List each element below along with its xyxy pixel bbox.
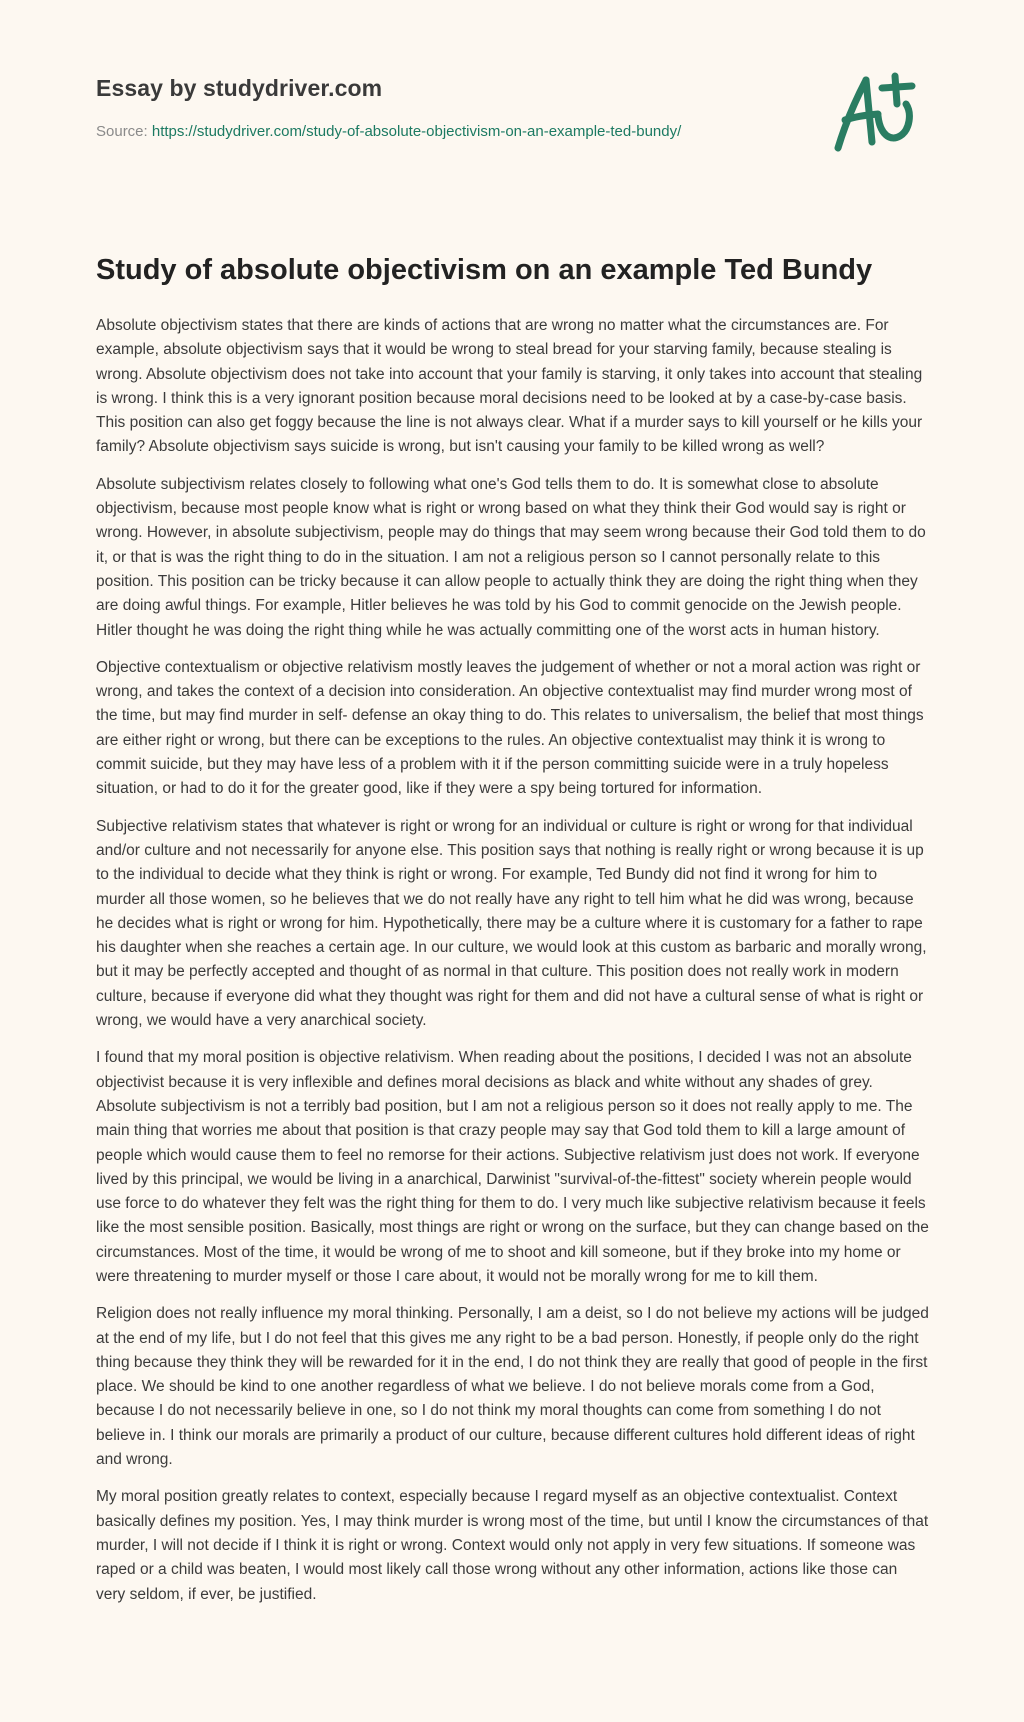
source-line	[96, 123, 681, 140]
essay-paragraph: Absolute subjectivism relates closely to following what one's God tells them to do. It is somewhat close to absolute objectivism, because most people know what is right or wrong based on what they think their God would say is right or wrong. However, in absolute subjectivism, people may do things that may seem wrong because their God told them to do it, or that is was the right thing to do in the situation. I am not a religious person so I cannot personally relate to this position. This position can be tricky because it can allow people to actually think they are doing the right thing when they are doing awful things. For example, Hitler believes he was told by his God to commit genocide on the Jewish people. Hitler thought he was doing the right thing while he was actually committing one of the worst acts in human history.	[96, 475, 926, 639]
source-label: Source:	[96, 123, 148, 140]
site-title: Essay by studydriver.com	[96, 75, 383, 101]
essay-paragraph: Subjective relativism states that whatever is right or wrong for an individual or culture is right or wrong for that individual and/or culture and not necessarily for anyone else. This position says that nothing is really right or wrong because it is up to the individual to decide what they think is right or wrong. For example, Ted Bundy did not find it wrong for him to murder all those women, so he believes that we do not really have any right to tell him what he did was wrong, because he decides what is right or wrong for him. Hypothetically, there may be a culture where it is customary for a father to rape his daughter when she reaches a certain age. In our culture, we would look at this custom as barbaric and morally wrong, but it may be perfectly accepted and thought of as normal in that culture. This position does not really work in modern culture, because if everyone did what they thought was right for them and did not have a cultural sense of what is right or wrong, we would have a very anarchical society.	[96, 817, 927, 1030]
essay-paragraph: Religion does not really influence my moral thinking. Personally, I am a deist, so I do not believe my actions will be judged at the end of my life, but I do not feel that this gives me any right to be a bad person. Honestly, if people only do the right thing because they think they will be rewarded for it in the end, I do not think they are really that good of people in the first place. We should be kind to one another regardless of what we believe. I do not believe morals come from a God, because I do not necessarily believe in one, so I do not think my moral thoughts can come from something I do not believe in. I think our morals are primarily a product of our culture, because different cultures hold different ideas of right and wrong.	[96, 1305, 929, 1469]
essay-paragraph: Objective contextualism or objective relativism mostly leaves the judgement of whether or not a moral action was right or wrong, and takes the context of a decision into consideration. An objective contextualist may find murder wrong most of the time, but may find murder in self- defense an okay thing to do. This relates to universalism, the belief that most things are either right or wrong, but there can be exceptions to the rules. An objective contextualist may think it is wrong to commit suicide, but they may have less of a problem with it if the person committing suicide were in a truly hopeless situation, or had to do it for the greater good, like if they were a spy being tortured for information.	[96, 658, 924, 798]
essay-title: Study of absolute objectivism on an example Ted Bundy	[96, 254, 873, 286]
essay-paragraph: Absolute objectivism states that there are kinds of actions that are wrong no matter what the circumstances are. For example, absolute objectivism says that it would be wrong to steal bread for your starving family, because stealing is wrong. Absolute objectivism does not take into account that your family is starving, it only takes into account that stealing is wrong. I think this is a very ignorant position because moral decisions need to be looked at by a case-by-case basis. This position can also get foggy because the line is not always clear. What if a murder says to kill yourself or he kills your family? Absolute objectivism says suicide is wrong, but isn't causing your family to be killed wrong as well?	[96, 317, 923, 456]
essay-paragraph: My moral position greatly relates to context, especially because I regard myself as an objective contextualist. Context basically defines my position. Yes, I may think murder is wrong most of the time, but until I know the circumstances of that murder, I will not decide if I think it is right or wrong. Context would only not apply in very few situations. If someone was raped or a child was beaten, I would most likely call those wrong without any other information, actions like those can very seldom, if ever, be justified.	[96, 1488, 929, 1603]
a-plus-logo-icon	[820, 68, 930, 168]
essay-paragraph: I found that my moral position is objective relativism. When reading about the positions, I decided I was not an absolute objectivist because it is very inflexible and defines moral decisions as black and white without any shades of grey. Absolute subjectivism is not a terribly bad position, but I am not a religious person so it does not really apply to me. The main thing that worries me about that position is that crazy people may say that God told them to kill a large amount of people which would cause them to feel no remorse for their actions. Subjective relativism just does not work. If everyone lived by this principal, we would be living in a anarchical, Darwinist "survival-of-the-fittest" society wherein people would use force to do whatever they felt was the right thing for them to do. I very much like subjective relativism because it feels like the most sensible position. Basically, most things are right or wrong on the surface, but they can change based on the circumstances. Most of the time, it would be wrong of me to shoot and kill someone, but if they broke into my home or were threatening to murder myself or those I care about, it would not be morally wrong for me to kill them.	[96, 1049, 929, 1285]
essay-body	[96, 314, 930, 1620]
source-link[interactable]: https://studydriver.com/study-of-absolute-objectivism-on-an-example-ted-bundy/	[151, 123, 682, 140]
